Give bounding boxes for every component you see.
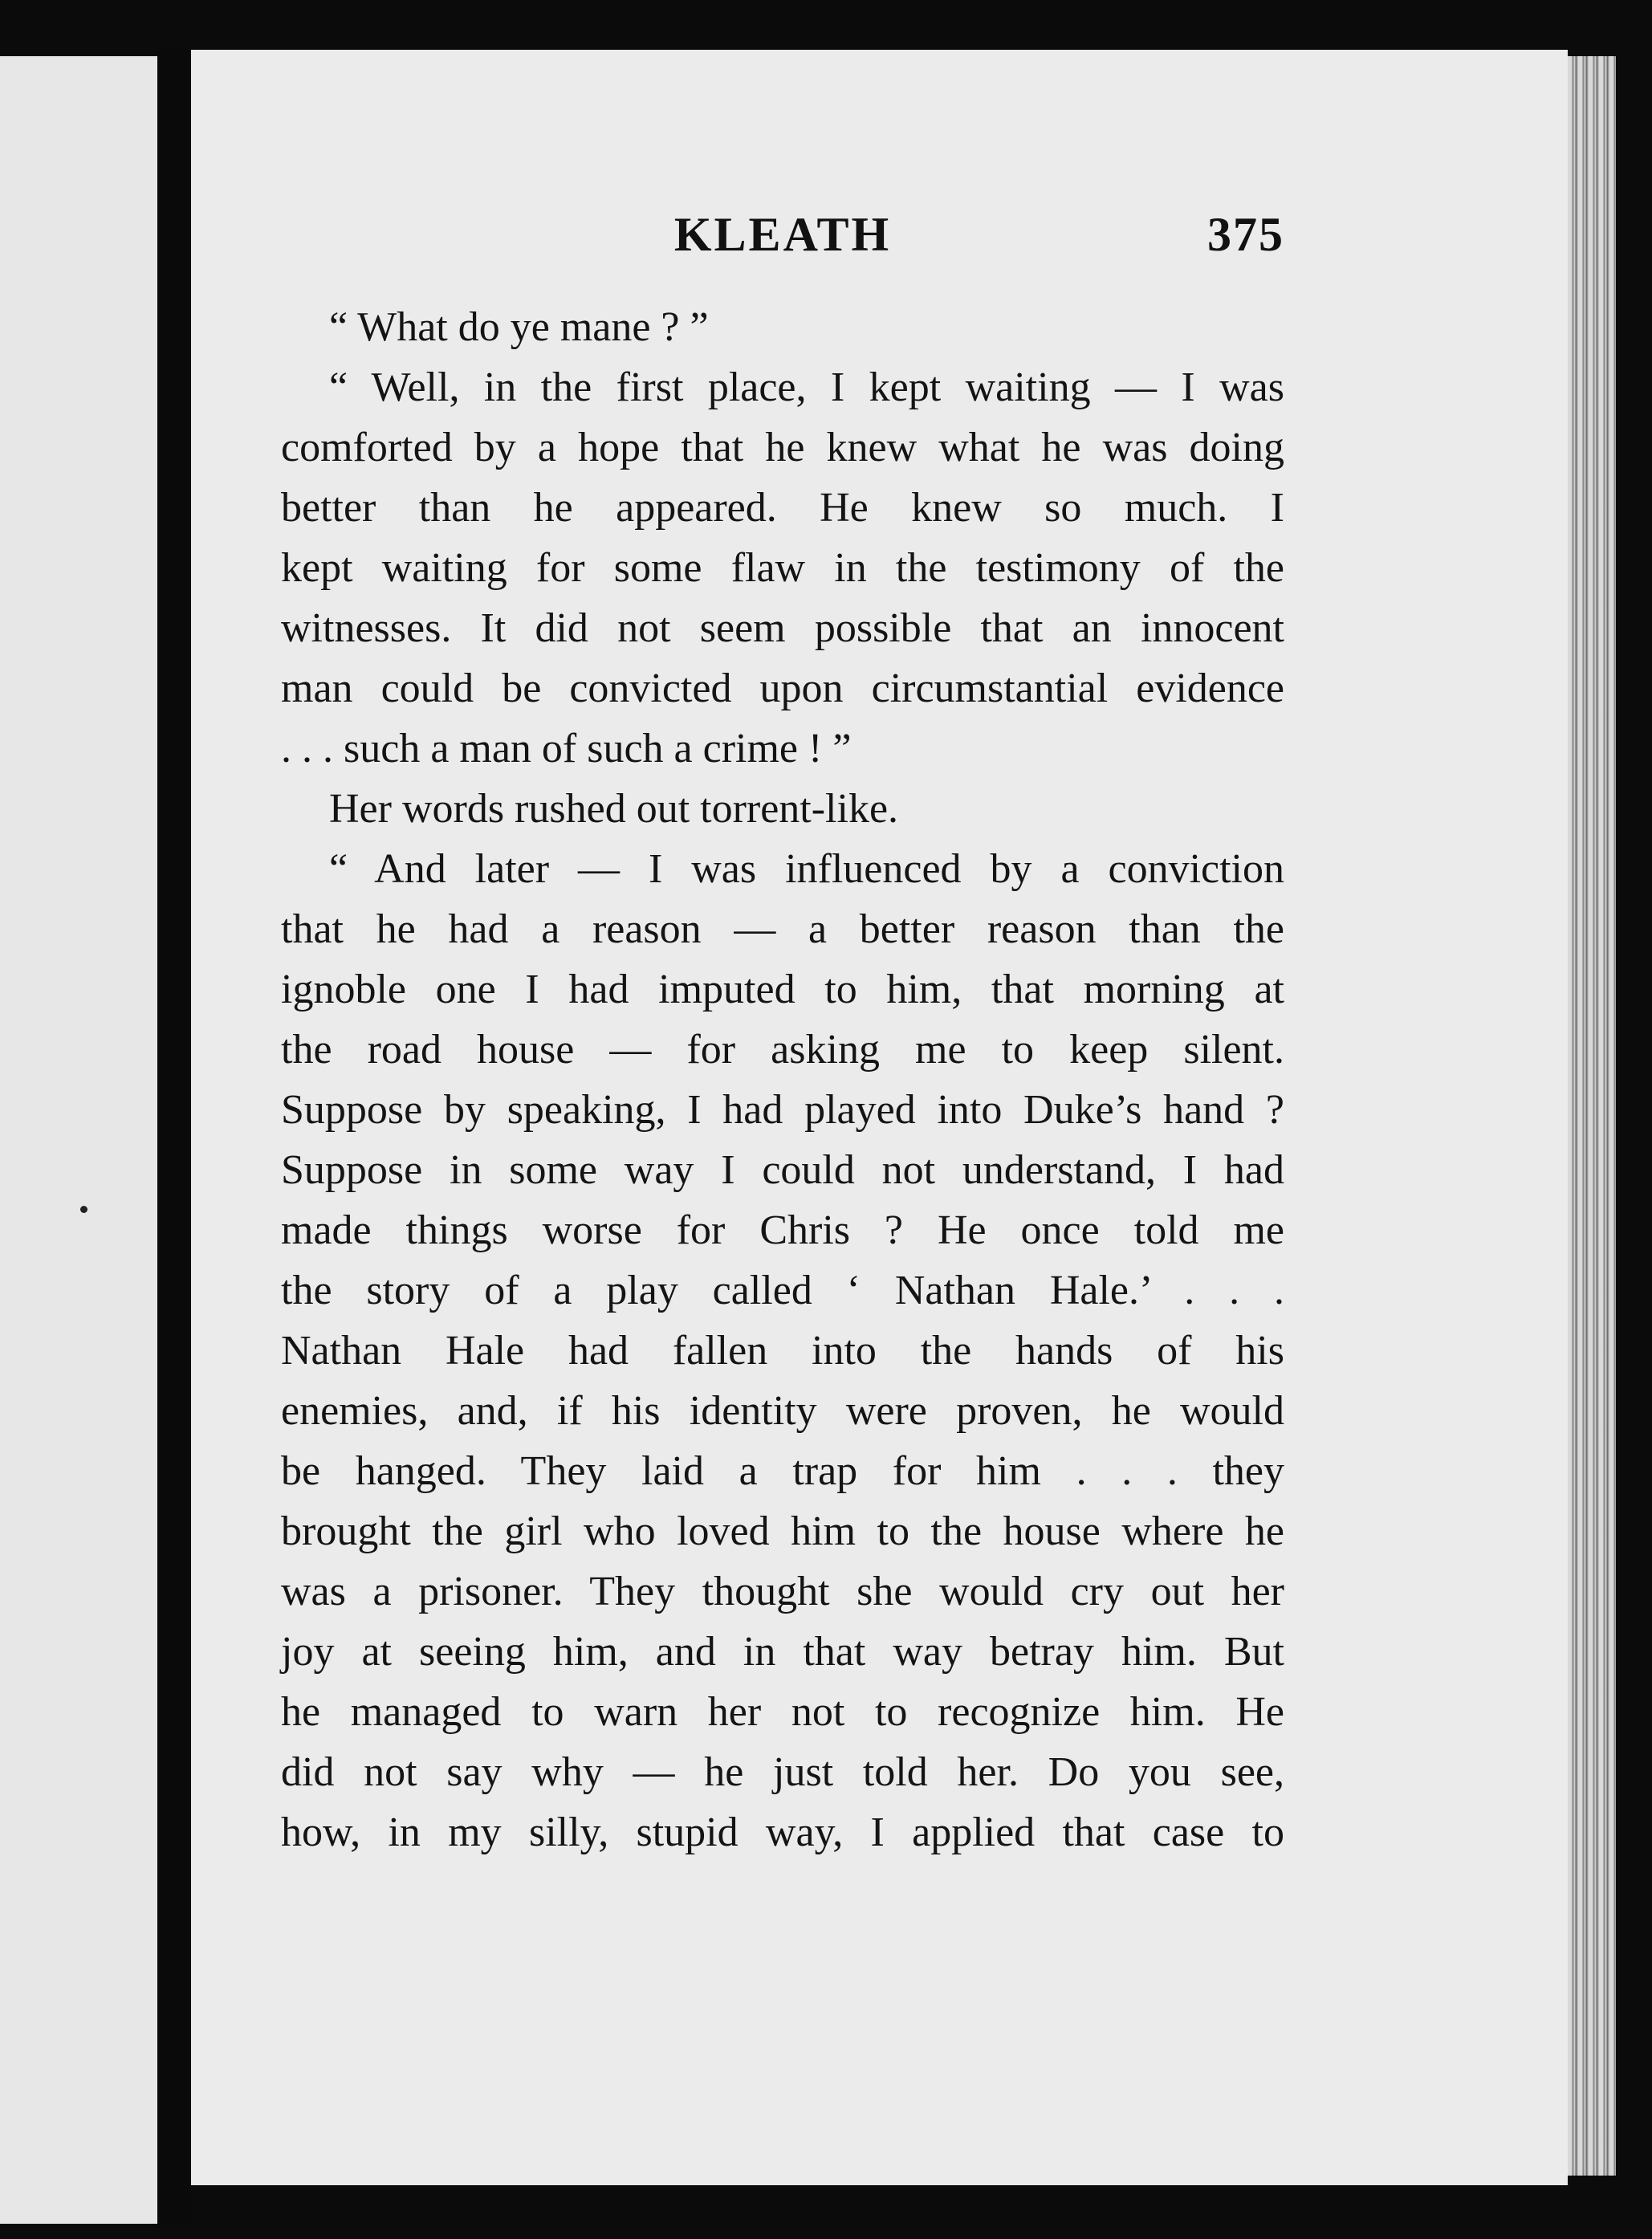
text-line: how, in my silly, stupid way, I applied that case to xyxy=(281,1810,1284,1855)
running-title: KLEATH xyxy=(673,208,892,261)
text-line: comforted by a hope that he knew what he was doing xyxy=(281,425,1284,470)
text-line: Her words rushed out torrent-like. xyxy=(329,786,899,832)
facing-page-edge xyxy=(0,56,161,2224)
text-line: made things worse for Chris ? He once told me xyxy=(281,1207,1284,1253)
page-header xyxy=(281,207,1284,271)
text-line: the road house — for asking me to keep silent. xyxy=(281,1027,1284,1073)
text-line: Nathan Hale had fallen into the hands of his xyxy=(281,1328,1284,1374)
bottom-border xyxy=(191,2185,1620,2239)
text-line: “ And later — I was influenced by a conviction xyxy=(329,846,1284,892)
text-line: “ What do ye mane ? ” xyxy=(329,304,709,350)
text-line: joy at seeing him, and in that way betray him. But xyxy=(281,1629,1284,1675)
text-line: the story of a play called ‘ Nathan Hale.’ . . . xyxy=(281,1268,1284,1313)
text-line: ignoble one I had imputed to him, that morning at xyxy=(281,967,1284,1012)
text-line: witnesses. It did not seem possible that an innocent xyxy=(281,605,1284,651)
text-line: did not say why — he just told her. Do you see, xyxy=(281,1749,1284,1795)
page-number: 375 xyxy=(1207,208,1284,261)
book-spine-shadow xyxy=(157,50,191,2225)
text-line: that he had a reason — a better reason than the xyxy=(281,906,1284,952)
text-line: . . . such a man of such a crime ! ” xyxy=(281,726,852,771)
text-line: kept waiting for some flaw in the testimony of the xyxy=(281,545,1284,591)
margin-speck xyxy=(80,1206,87,1213)
text-line: Suppose by speaking, I had played into Duke’s hand ? xyxy=(281,1087,1284,1133)
text-line: brought the girl who loved him to the house where he xyxy=(281,1508,1284,1554)
page-edges xyxy=(1568,56,1616,2176)
text-line: man could be convicted upon circumstantial evidence xyxy=(281,666,1284,711)
text-line: be hanged. They laid a trap for him . . . they xyxy=(281,1448,1284,1494)
text-line: “ Well, in the first place, I kept waiting — I was xyxy=(329,364,1284,410)
text-line: was a prisoner. They thought she would cry out her xyxy=(281,1569,1284,1614)
text-line: enemies, and, if his identity were proven, he would xyxy=(281,1388,1284,1434)
text-line: he managed to warn her not to recognize him. He xyxy=(281,1689,1284,1735)
body-text xyxy=(281,297,1284,1862)
text-line: Suppose in some way I could not understand, I had xyxy=(281,1147,1284,1193)
text-line: better than he appeared. He knew so much. I xyxy=(281,485,1284,531)
